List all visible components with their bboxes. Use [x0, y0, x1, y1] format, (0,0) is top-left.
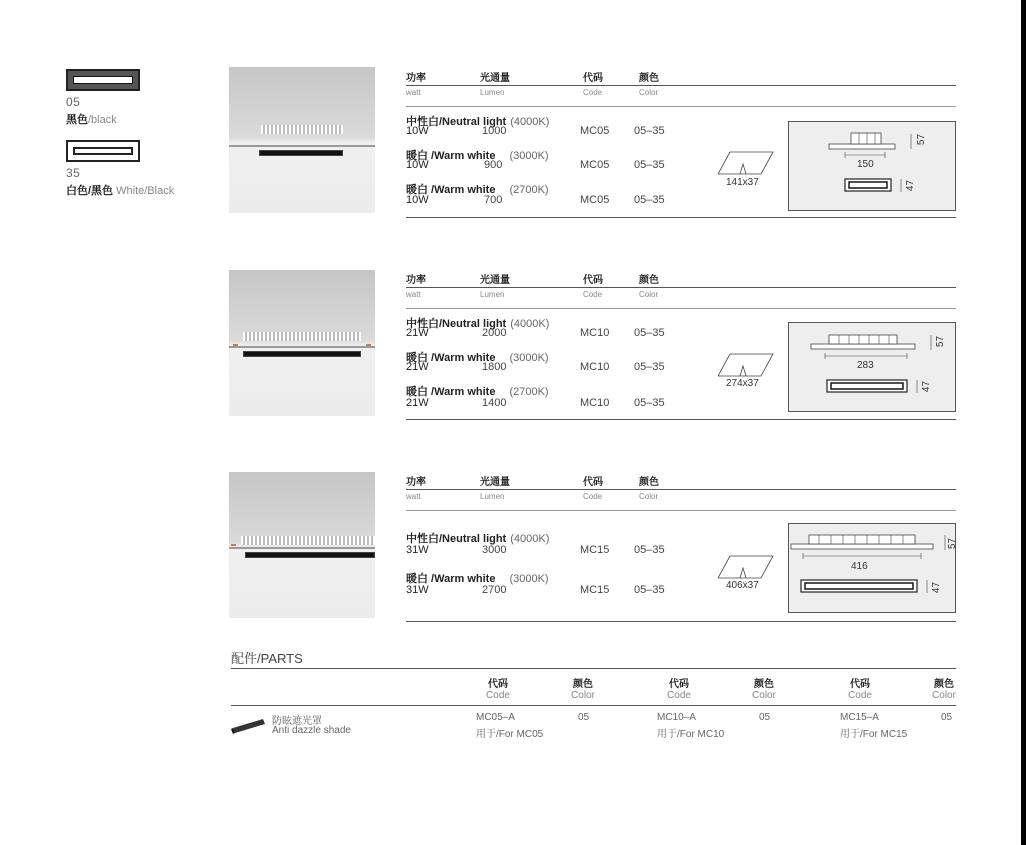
header-power-en: watt: [406, 88, 421, 97]
cutout-size: 406x37: [726, 580, 759, 591]
cutout-icon: [718, 352, 774, 378]
row-lumen: 2700: [482, 584, 507, 596]
dim-depth: 47: [931, 581, 943, 594]
header-color: 颜色: [639, 477, 659, 488]
row-watt: 21W: [406, 397, 429, 409]
row-lumen: 1000: [482, 125, 507, 137]
dimension-diagram: [788, 121, 956, 211]
parts-color: 05: [578, 712, 590, 723]
row-label: 暖白 /Warm white (3000K): [406, 573, 549, 585]
header-code-en: Code: [583, 290, 603, 299]
product-photo: [229, 270, 375, 416]
parts-for: 用于/For MC15: [840, 729, 908, 740]
dim-height: 57: [916, 133, 928, 146]
parts-header-color: 颜色 Color: [932, 679, 956, 701]
row-code: MC05: [580, 125, 610, 137]
dim-depth: 47: [905, 179, 917, 192]
parts-code: MC15–A: [840, 712, 879, 723]
row-label: 暖白 /Warm white (2700K): [406, 386, 549, 398]
parts-header-code: 代码 Code: [848, 679, 872, 701]
parts-color: 05: [759, 712, 771, 723]
header-color: 颜色: [639, 275, 659, 286]
anti-dazzle-shade-icon: [231, 716, 267, 736]
page-edge-bar: [1021, 0, 1026, 845]
product-photo: [229, 67, 375, 213]
row-label: 中性白/Neutral light (4000K): [406, 116, 550, 128]
header-code-en: Code: [583, 492, 603, 501]
row-watt: 10W: [406, 159, 429, 171]
row-watt: 10W: [406, 125, 429, 137]
parts-title: 配件/PARTS: [231, 651, 303, 666]
cutout-size: 141x37: [726, 177, 759, 188]
parts-header-color: 颜色 Color: [752, 679, 776, 701]
swatch-name: 白色/黑色 White/Black: [66, 185, 175, 197]
dim-length: 416: [851, 561, 868, 572]
row-code: MC05: [580, 194, 610, 206]
row-watt: 10W: [406, 194, 429, 206]
row-label: 中性白/Neutral light (4000K): [406, 318, 550, 330]
header-lumen-en: Lumen: [480, 88, 505, 97]
swatch-white-black: [66, 140, 140, 162]
header-code-en: Code: [583, 88, 603, 97]
swatch-code: 35: [66, 166, 81, 180]
row-label: 暖白 /Warm white (3000K): [406, 352, 549, 364]
row-lumen: 1400: [482, 397, 507, 409]
row-lumen: 900: [484, 159, 503, 171]
row-code: MC10: [580, 361, 610, 373]
dim-length: 150: [857, 159, 874, 170]
row-color: 05–35: [634, 125, 665, 137]
header-color-en: Color: [639, 492, 659, 501]
row-color: 05–35: [634, 327, 665, 339]
dim-length: 283: [857, 360, 874, 371]
parts-item-name: 防眩遮光罩: [272, 716, 322, 727]
parts-for: 用于/For MC05: [476, 729, 544, 740]
dimension-diagram: [788, 322, 956, 412]
row-color: 05–35: [634, 397, 665, 409]
cutout-icon: [718, 150, 774, 176]
header-lumen: 光通量: [480, 477, 510, 488]
header-power-en: watt: [406, 492, 421, 501]
row-lumen: 2000: [482, 327, 507, 339]
parts-code: MC10–A: [657, 712, 696, 723]
row-color: 05–35: [634, 194, 665, 206]
header-power: 功率: [406, 477, 426, 488]
header-lumen-en: Lumen: [480, 492, 505, 501]
header-code: 代码: [583, 73, 603, 84]
dim-height: 57: [935, 335, 947, 348]
row-watt: 21W: [406, 361, 429, 373]
swatch-code: 05: [66, 95, 81, 109]
dimension-diagram: [788, 523, 959, 613]
parts-header-code: 代码 Code: [486, 679, 510, 701]
swatch-name: 黑色/black: [66, 114, 117, 126]
header-lumen: 光通量: [480, 73, 510, 84]
header-lumen-en: Lumen: [480, 290, 505, 299]
header-power: 功率: [406, 73, 426, 84]
product-photo: [229, 472, 375, 618]
header-color: 颜色: [639, 73, 659, 84]
row-color: 05–35: [634, 361, 665, 373]
row-code: MC15: [580, 544, 610, 556]
dim-height: 57: [947, 537, 959, 550]
dim-depth: 47: [921, 380, 933, 393]
header-power: 功率: [406, 275, 426, 286]
row-color: 05–35: [634, 159, 665, 171]
parts-header-code: 代码 Code: [667, 679, 691, 701]
row-color: 05–35: [634, 584, 665, 596]
row-label: 中性白/Neutral light (4000K): [406, 533, 550, 545]
row-watt: 21W: [406, 327, 429, 339]
parts-header-color: 颜色 Color: [571, 679, 595, 701]
parts-item-name-en: Anti dazzle shade: [272, 725, 351, 736]
cutout-icon: [718, 554, 774, 580]
header-lumen: 光通量: [480, 275, 510, 286]
row-code: MC05: [580, 159, 610, 171]
parts-for: 用于/For MC10: [657, 729, 725, 740]
row-code: MC10: [580, 327, 610, 339]
row-watt: 31W: [406, 544, 429, 556]
row-code: MC10: [580, 397, 610, 409]
row-color: 05–35: [634, 544, 665, 556]
row-label: 暖白 /Warm white (2700K): [406, 184, 549, 196]
header-color-en: Color: [639, 88, 659, 97]
row-lumen: 3000: [482, 544, 507, 556]
row-watt: 31W: [406, 584, 429, 596]
header-code: 代码: [583, 477, 603, 488]
header-power-en: watt: [406, 290, 421, 299]
header-code: 代码: [583, 275, 603, 286]
row-label: 暖白 /Warm white (3000K): [406, 150, 549, 162]
row-code: MC15: [580, 584, 610, 596]
header-color-en: Color: [639, 290, 659, 299]
parts-color: 05: [941, 712, 953, 723]
row-lumen: 700: [484, 194, 503, 206]
cutout-size: 274x37: [726, 378, 759, 389]
row-lumen: 1800: [482, 361, 507, 373]
parts-code: MC05–A: [476, 712, 515, 723]
swatch-black: [66, 69, 140, 91]
